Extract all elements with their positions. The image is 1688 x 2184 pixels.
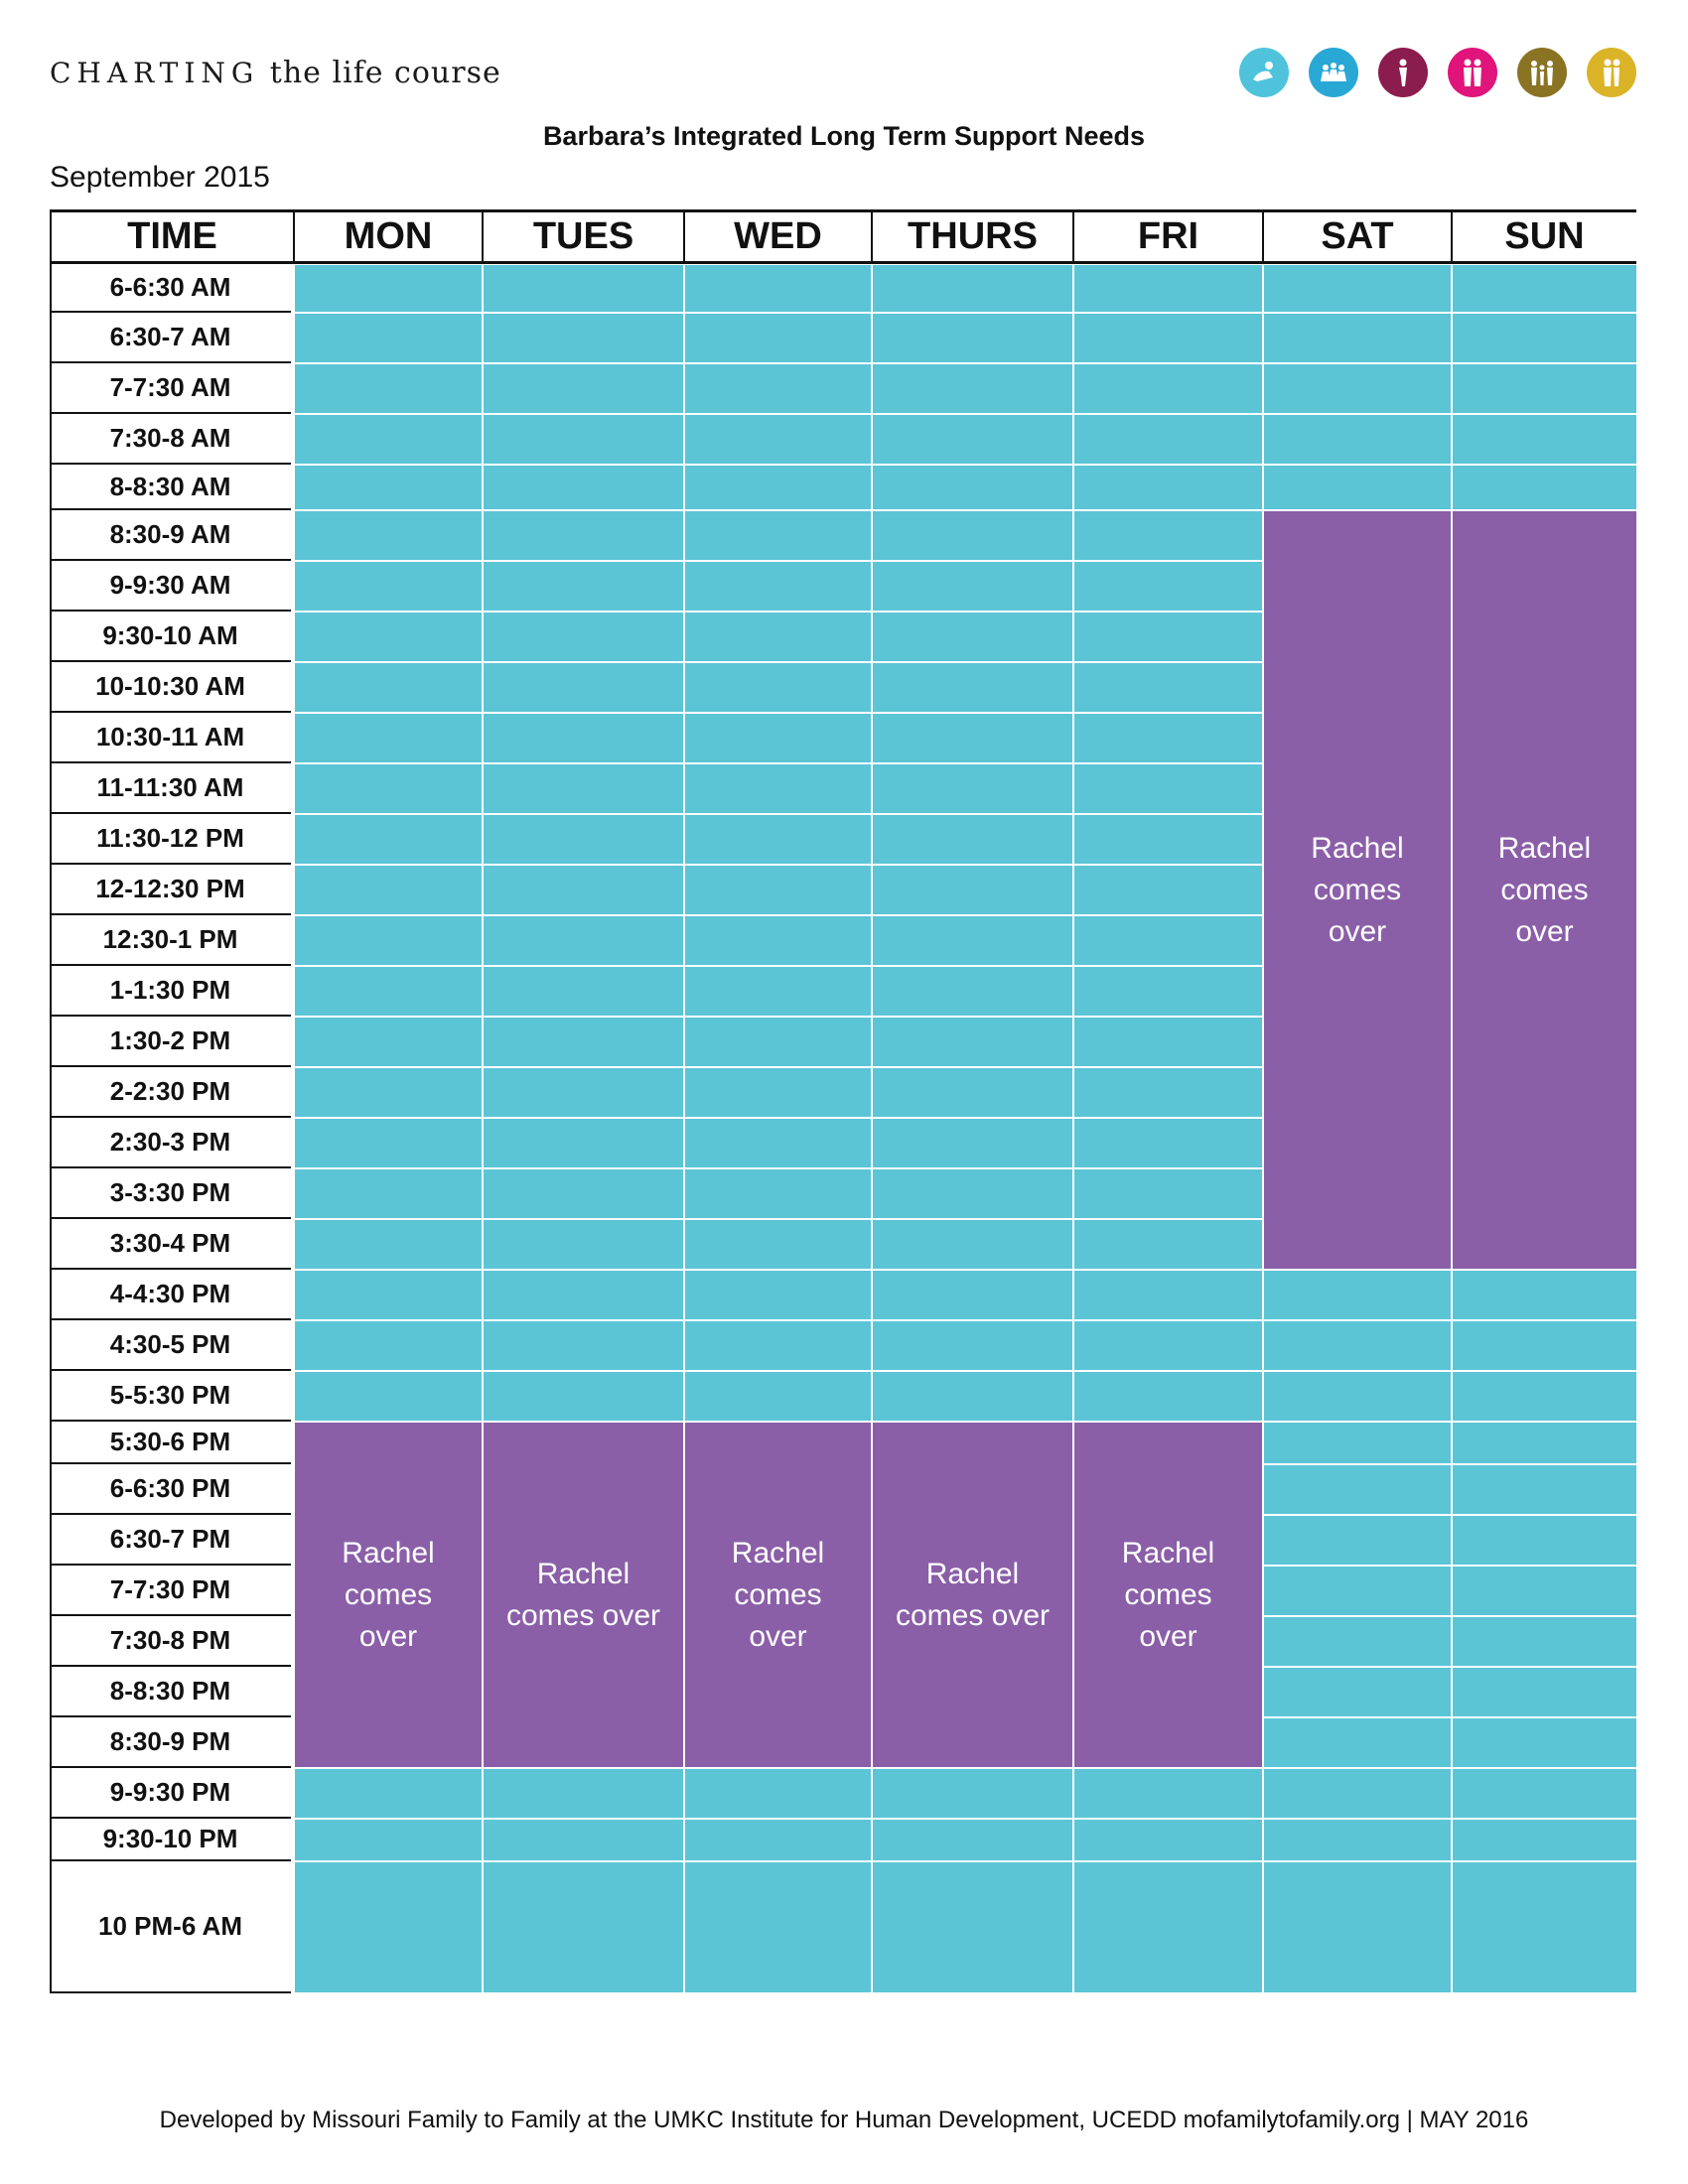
available-slot	[1453, 1321, 1636, 1370]
available-slot	[873, 663, 1072, 712]
schedule-date: September 2015	[50, 161, 270, 194]
available-slot	[685, 466, 871, 509]
available-slot	[1453, 1718, 1636, 1767]
available-slot	[1074, 1220, 1262, 1269]
available-slot	[685, 1769, 871, 1818]
available-slot	[484, 916, 683, 965]
available-slot	[1264, 415, 1451, 464]
available-slot	[1264, 1567, 1451, 1615]
available-slot	[295, 1372, 482, 1421]
available-slot	[685, 1018, 871, 1066]
available-slot	[1453, 1862, 1636, 1992]
rachel-visit-line: comes	[1500, 873, 1589, 906]
available-slot	[873, 1769, 1072, 1818]
available-slot	[484, 1769, 683, 1818]
time-slot-label: 3:30-4 PM	[50, 1219, 291, 1270]
time-slot-label: 10-10:30 AM	[50, 662, 291, 713]
available-slot	[295, 1271, 482, 1319]
time-slot-label: 9:30-10 PM	[50, 1819, 291, 1861]
time-slot-label: 11-11:30 AM	[50, 763, 291, 814]
available-slot	[873, 1271, 1072, 1319]
available-slot	[1453, 314, 1636, 362]
older-adults-icon	[1587, 48, 1636, 97]
available-slot	[873, 1862, 1072, 1992]
available-slot	[484, 613, 683, 661]
time-slot-label: 9-9:30 PM	[50, 1768, 291, 1819]
available-slot	[1074, 967, 1262, 1016]
available-slot	[873, 613, 1072, 661]
available-slot	[685, 916, 871, 965]
available-slot	[1264, 1862, 1451, 1992]
available-slot	[1453, 1372, 1636, 1421]
weekly-schedule-table	[50, 209, 1636, 1993]
available-slot	[1264, 1423, 1451, 1463]
time-slot-label: 8:30-9 AM	[50, 510, 291, 561]
teen-icon	[1378, 48, 1428, 97]
time-slot-label: 9-9:30 AM	[50, 561, 291, 612]
available-slot	[685, 714, 871, 762]
available-slot	[295, 1018, 482, 1066]
available-slot	[873, 1169, 1072, 1218]
rachel-visit-line: over	[749, 1619, 807, 1653]
available-slot	[873, 1372, 1072, 1421]
rachel-visit-line: over	[1328, 914, 1387, 948]
available-slot	[1264, 364, 1451, 413]
available-slot	[1264, 1769, 1451, 1818]
rachel-visit-text	[732, 1533, 824, 1658]
available-slot	[873, 967, 1072, 1016]
available-slot	[1453, 1617, 1636, 1666]
available-slot	[484, 1820, 683, 1860]
available-slot	[1453, 1820, 1636, 1860]
time-slot-label: 7-7:30 PM	[50, 1566, 291, 1616]
time-slot-label: 11:30-12 PM	[50, 814, 291, 865]
available-slot	[685, 815, 871, 864]
time-slot-label: 1-1:30 PM	[50, 966, 291, 1017]
available-slot	[484, 1271, 683, 1319]
available-slot	[1074, 916, 1262, 965]
rachel-visit-text	[1498, 828, 1591, 953]
time-slot-label: 8:30-9 PM	[50, 1717, 291, 1768]
rachel-visit-line: comes	[1124, 1577, 1212, 1611]
rachel-visit-fri	[1074, 1423, 1262, 1767]
rachel-visit-line: Rachel	[1121, 1536, 1215, 1570]
rachel-visit-line: comes over	[895, 1598, 1051, 1632]
available-slot	[295, 663, 482, 712]
available-slot	[295, 265, 482, 312]
available-slot	[1453, 1423, 1636, 1463]
available-slot	[484, 1018, 683, 1066]
available-slot	[484, 1169, 683, 1218]
available-slot	[873, 1321, 1072, 1370]
available-slot	[1074, 1769, 1262, 1818]
available-slot	[295, 314, 482, 362]
available-slot	[484, 364, 683, 413]
children-group-icon	[1309, 48, 1358, 97]
available-slot	[484, 967, 683, 1016]
rachel-visit-line: comes over	[505, 1598, 661, 1632]
available-slot	[484, 866, 683, 914]
available-slot	[873, 1119, 1072, 1167]
available-slot	[873, 916, 1072, 965]
available-slot	[484, 1862, 683, 1992]
available-slot	[1074, 1018, 1262, 1066]
available-slot	[1264, 1820, 1451, 1860]
available-slot	[295, 764, 482, 813]
available-slot	[685, 314, 871, 362]
available-slot	[484, 815, 683, 864]
available-slot	[484, 1372, 683, 1421]
available-slot	[873, 265, 1072, 312]
time-slot-label: 7:30-8 AM	[50, 414, 291, 465]
available-slot	[685, 866, 871, 914]
time-slot-label: 10 PM-6 AM	[50, 1861, 291, 1993]
available-slot	[1264, 1465, 1451, 1514]
available-slot	[1264, 1271, 1451, 1319]
rachel-visit-line: Rachel	[1497, 831, 1592, 865]
available-slot	[1074, 613, 1262, 661]
rachel-visit-sun	[1453, 511, 1636, 1269]
available-slot	[873, 1220, 1072, 1269]
rachel-visit-line: Rachel	[731, 1536, 825, 1570]
time-slot-label: 7:30-8 PM	[50, 1616, 291, 1667]
rachel-visit-line: over	[358, 1619, 418, 1653]
available-slot	[295, 1169, 482, 1218]
available-slot	[685, 562, 871, 611]
header-day-sat: SAT	[1262, 212, 1451, 261]
rachel-visit-line: comes	[1313, 873, 1402, 906]
available-slot	[685, 1862, 871, 1992]
available-slot	[1264, 1372, 1451, 1421]
available-slot	[873, 1018, 1072, 1066]
time-slot-label: 9:30-10 AM	[50, 612, 291, 662]
available-slot	[685, 967, 871, 1016]
available-slot	[1074, 511, 1262, 560]
available-slot	[295, 562, 482, 611]
available-slot	[873, 511, 1072, 560]
young-adults-icon	[1448, 48, 1497, 97]
rachel-visit-line: over	[1139, 1619, 1197, 1653]
time-slot-label: 4:30-5 PM	[50, 1320, 291, 1371]
available-slot	[1453, 466, 1636, 509]
available-slot	[295, 916, 482, 965]
available-slot	[1453, 1516, 1636, 1565]
available-slot	[1453, 1271, 1636, 1319]
available-slot	[295, 511, 482, 560]
available-slot	[484, 415, 683, 464]
rachel-visit-text	[1311, 828, 1403, 953]
time-slot-label: 12:30-1 PM	[50, 915, 291, 966]
available-slot	[484, 466, 683, 509]
available-slot	[1074, 265, 1262, 312]
header-time: TIME	[50, 212, 293, 261]
time-slot-label: 3-3:30 PM	[50, 1168, 291, 1219]
available-slot	[484, 265, 683, 312]
header-day-mon: MON	[293, 212, 482, 261]
available-slot	[1453, 265, 1636, 312]
time-slot-label: 7-7:30 AM	[50, 363, 291, 414]
available-slot	[873, 1068, 1072, 1117]
rachel-visit-text	[896, 1554, 1050, 1637]
available-slot	[295, 613, 482, 661]
header-day-fri: FRI	[1072, 212, 1262, 261]
available-slot	[1074, 1372, 1262, 1421]
available-slot	[1074, 764, 1262, 813]
available-slot	[1074, 314, 1262, 362]
time-slot-label: 6-6:30 PM	[50, 1464, 291, 1515]
available-slot	[1264, 265, 1451, 312]
available-slot	[1264, 466, 1451, 509]
available-slot	[873, 364, 1072, 413]
available-slot	[1453, 415, 1636, 464]
header-day-tues: TUES	[482, 212, 683, 261]
available-slot	[685, 1321, 871, 1370]
available-slot	[295, 714, 482, 762]
available-slot	[685, 415, 871, 464]
available-slot	[1074, 364, 1262, 413]
available-slot	[873, 714, 1072, 762]
page-title: Barbara’s Integrated Long Term Support Needs	[542, 121, 1146, 151]
available-slot	[873, 466, 1072, 509]
available-slot	[295, 415, 482, 464]
available-slot	[484, 764, 683, 813]
time-slot-label: 5:30-6 PM	[50, 1422, 291, 1464]
rachel-visit-sat	[1264, 511, 1451, 1269]
rachel-visit-line: over	[1515, 914, 1574, 948]
rachel-visit-line: Rachel	[925, 1557, 1020, 1590]
available-slot	[1074, 714, 1262, 762]
available-slot	[685, 764, 871, 813]
available-slot	[295, 815, 482, 864]
available-slot	[295, 866, 482, 914]
available-slot	[295, 1321, 482, 1370]
available-slot	[685, 1372, 871, 1421]
available-slot	[1074, 415, 1262, 464]
available-slot	[1264, 1617, 1451, 1666]
footer-credit: Developed by Missouri Family to Family at the UMKC Institute for Human Development, UCEDD mofamilytofamily.org | MAY 2016	[159, 2107, 1529, 2133]
available-slot	[484, 1119, 683, 1167]
available-slot	[1453, 364, 1636, 413]
available-slot	[685, 265, 871, 312]
infant-icon	[1239, 48, 1289, 97]
time-slot-label: 1:30-2 PM	[50, 1017, 291, 1067]
rachel-visit-thurs	[873, 1423, 1072, 1767]
available-slot	[484, 663, 683, 712]
time-slot-label: 10:30-11 AM	[50, 713, 291, 763]
available-slot	[685, 1220, 871, 1269]
available-slot	[484, 1321, 683, 1370]
rachel-visit-wed	[685, 1423, 871, 1767]
time-slot-label: 8-8:30 PM	[50, 1667, 291, 1717]
life-stage-icons	[1239, 48, 1636, 97]
available-slot	[1074, 1862, 1262, 1992]
available-slot	[295, 466, 482, 509]
available-slot	[685, 364, 871, 413]
brand-logo-text	[50, 56, 501, 90]
available-slot	[685, 511, 871, 560]
rachel-visit-mon	[295, 1423, 482, 1767]
available-slot	[1074, 562, 1262, 611]
brand-caps: CHARTING	[50, 57, 260, 89]
available-slot	[484, 562, 683, 611]
available-slot	[484, 314, 683, 362]
available-slot	[1264, 1668, 1451, 1716]
available-slot	[873, 415, 1072, 464]
available-slot	[295, 1119, 482, 1167]
available-slot	[484, 511, 683, 560]
available-slot	[1074, 866, 1262, 914]
header-day-sun: SUN	[1451, 212, 1636, 261]
time-slot-label: 2-2:30 PM	[50, 1067, 291, 1118]
rachel-visit-line: Rachel	[536, 1557, 631, 1590]
time-slot-label: 4-4:30 PM	[50, 1270, 291, 1320]
time-slot-label: 6:30-7 PM	[50, 1515, 291, 1566]
available-slot	[1453, 1465, 1636, 1514]
rachel-visit-text	[342, 1533, 434, 1658]
available-slot	[1264, 1718, 1451, 1767]
available-slot	[685, 1271, 871, 1319]
time-slot-label: 8-8:30 AM	[50, 465, 291, 510]
available-slot	[295, 364, 482, 413]
time-slot-label: 6-6:30 AM	[50, 264, 291, 313]
brand-rest: the life course	[259, 56, 501, 90]
header-day-thurs: THURS	[871, 212, 1072, 261]
available-slot	[1074, 1169, 1262, 1218]
available-slot	[1074, 1068, 1262, 1117]
available-slot	[1074, 1820, 1262, 1860]
available-slot	[685, 663, 871, 712]
available-slot	[295, 1862, 482, 1992]
available-slot	[484, 1068, 683, 1117]
available-slot	[1074, 1119, 1262, 1167]
time-slot-label: 2:30-3 PM	[50, 1118, 291, 1168]
time-slot-label: 6:30-7 AM	[50, 313, 291, 363]
rachel-visit-text	[506, 1554, 660, 1637]
available-slot	[295, 967, 482, 1016]
available-slot	[1453, 1567, 1636, 1615]
rachel-visit-line: comes	[734, 1577, 822, 1611]
available-slot	[873, 314, 1072, 362]
rachel-visit-text	[1122, 1533, 1214, 1658]
rachel-visit-line: Rachel	[1311, 831, 1404, 865]
available-slot	[1264, 1516, 1451, 1565]
available-slot	[1074, 663, 1262, 712]
available-slot	[295, 1220, 482, 1269]
available-slot	[295, 1820, 482, 1860]
available-slot	[484, 1220, 683, 1269]
family-icon	[1517, 48, 1567, 97]
time-slot-label: 5-5:30 PM	[50, 1371, 291, 1422]
available-slot	[1453, 1769, 1636, 1818]
available-slot	[1074, 1271, 1262, 1319]
time-slot-label: 12-12:30 PM	[50, 865, 291, 915]
available-slot	[685, 1119, 871, 1167]
available-slot	[873, 1820, 1072, 1860]
available-slot	[1074, 466, 1262, 509]
rachel-visit-line: comes	[344, 1577, 433, 1611]
available-slot	[873, 764, 1072, 813]
available-slot	[1074, 815, 1262, 864]
available-slot	[1264, 314, 1451, 362]
rachel-visit-line: Rachel	[342, 1536, 435, 1570]
available-slot	[873, 815, 1072, 864]
available-slot	[873, 866, 1072, 914]
available-slot	[1264, 1321, 1451, 1370]
available-slot	[685, 1068, 871, 1117]
header-day-wed: WED	[683, 212, 871, 261]
available-slot	[685, 1169, 871, 1218]
available-slot	[295, 1068, 482, 1117]
available-slot	[873, 562, 1072, 611]
available-slot	[685, 1820, 871, 1860]
rachel-visit-tues	[484, 1423, 683, 1767]
available-slot	[685, 613, 871, 661]
available-slot	[484, 714, 683, 762]
available-slot	[295, 1769, 482, 1818]
available-slot	[1453, 1668, 1636, 1716]
available-slot	[1074, 1321, 1262, 1370]
